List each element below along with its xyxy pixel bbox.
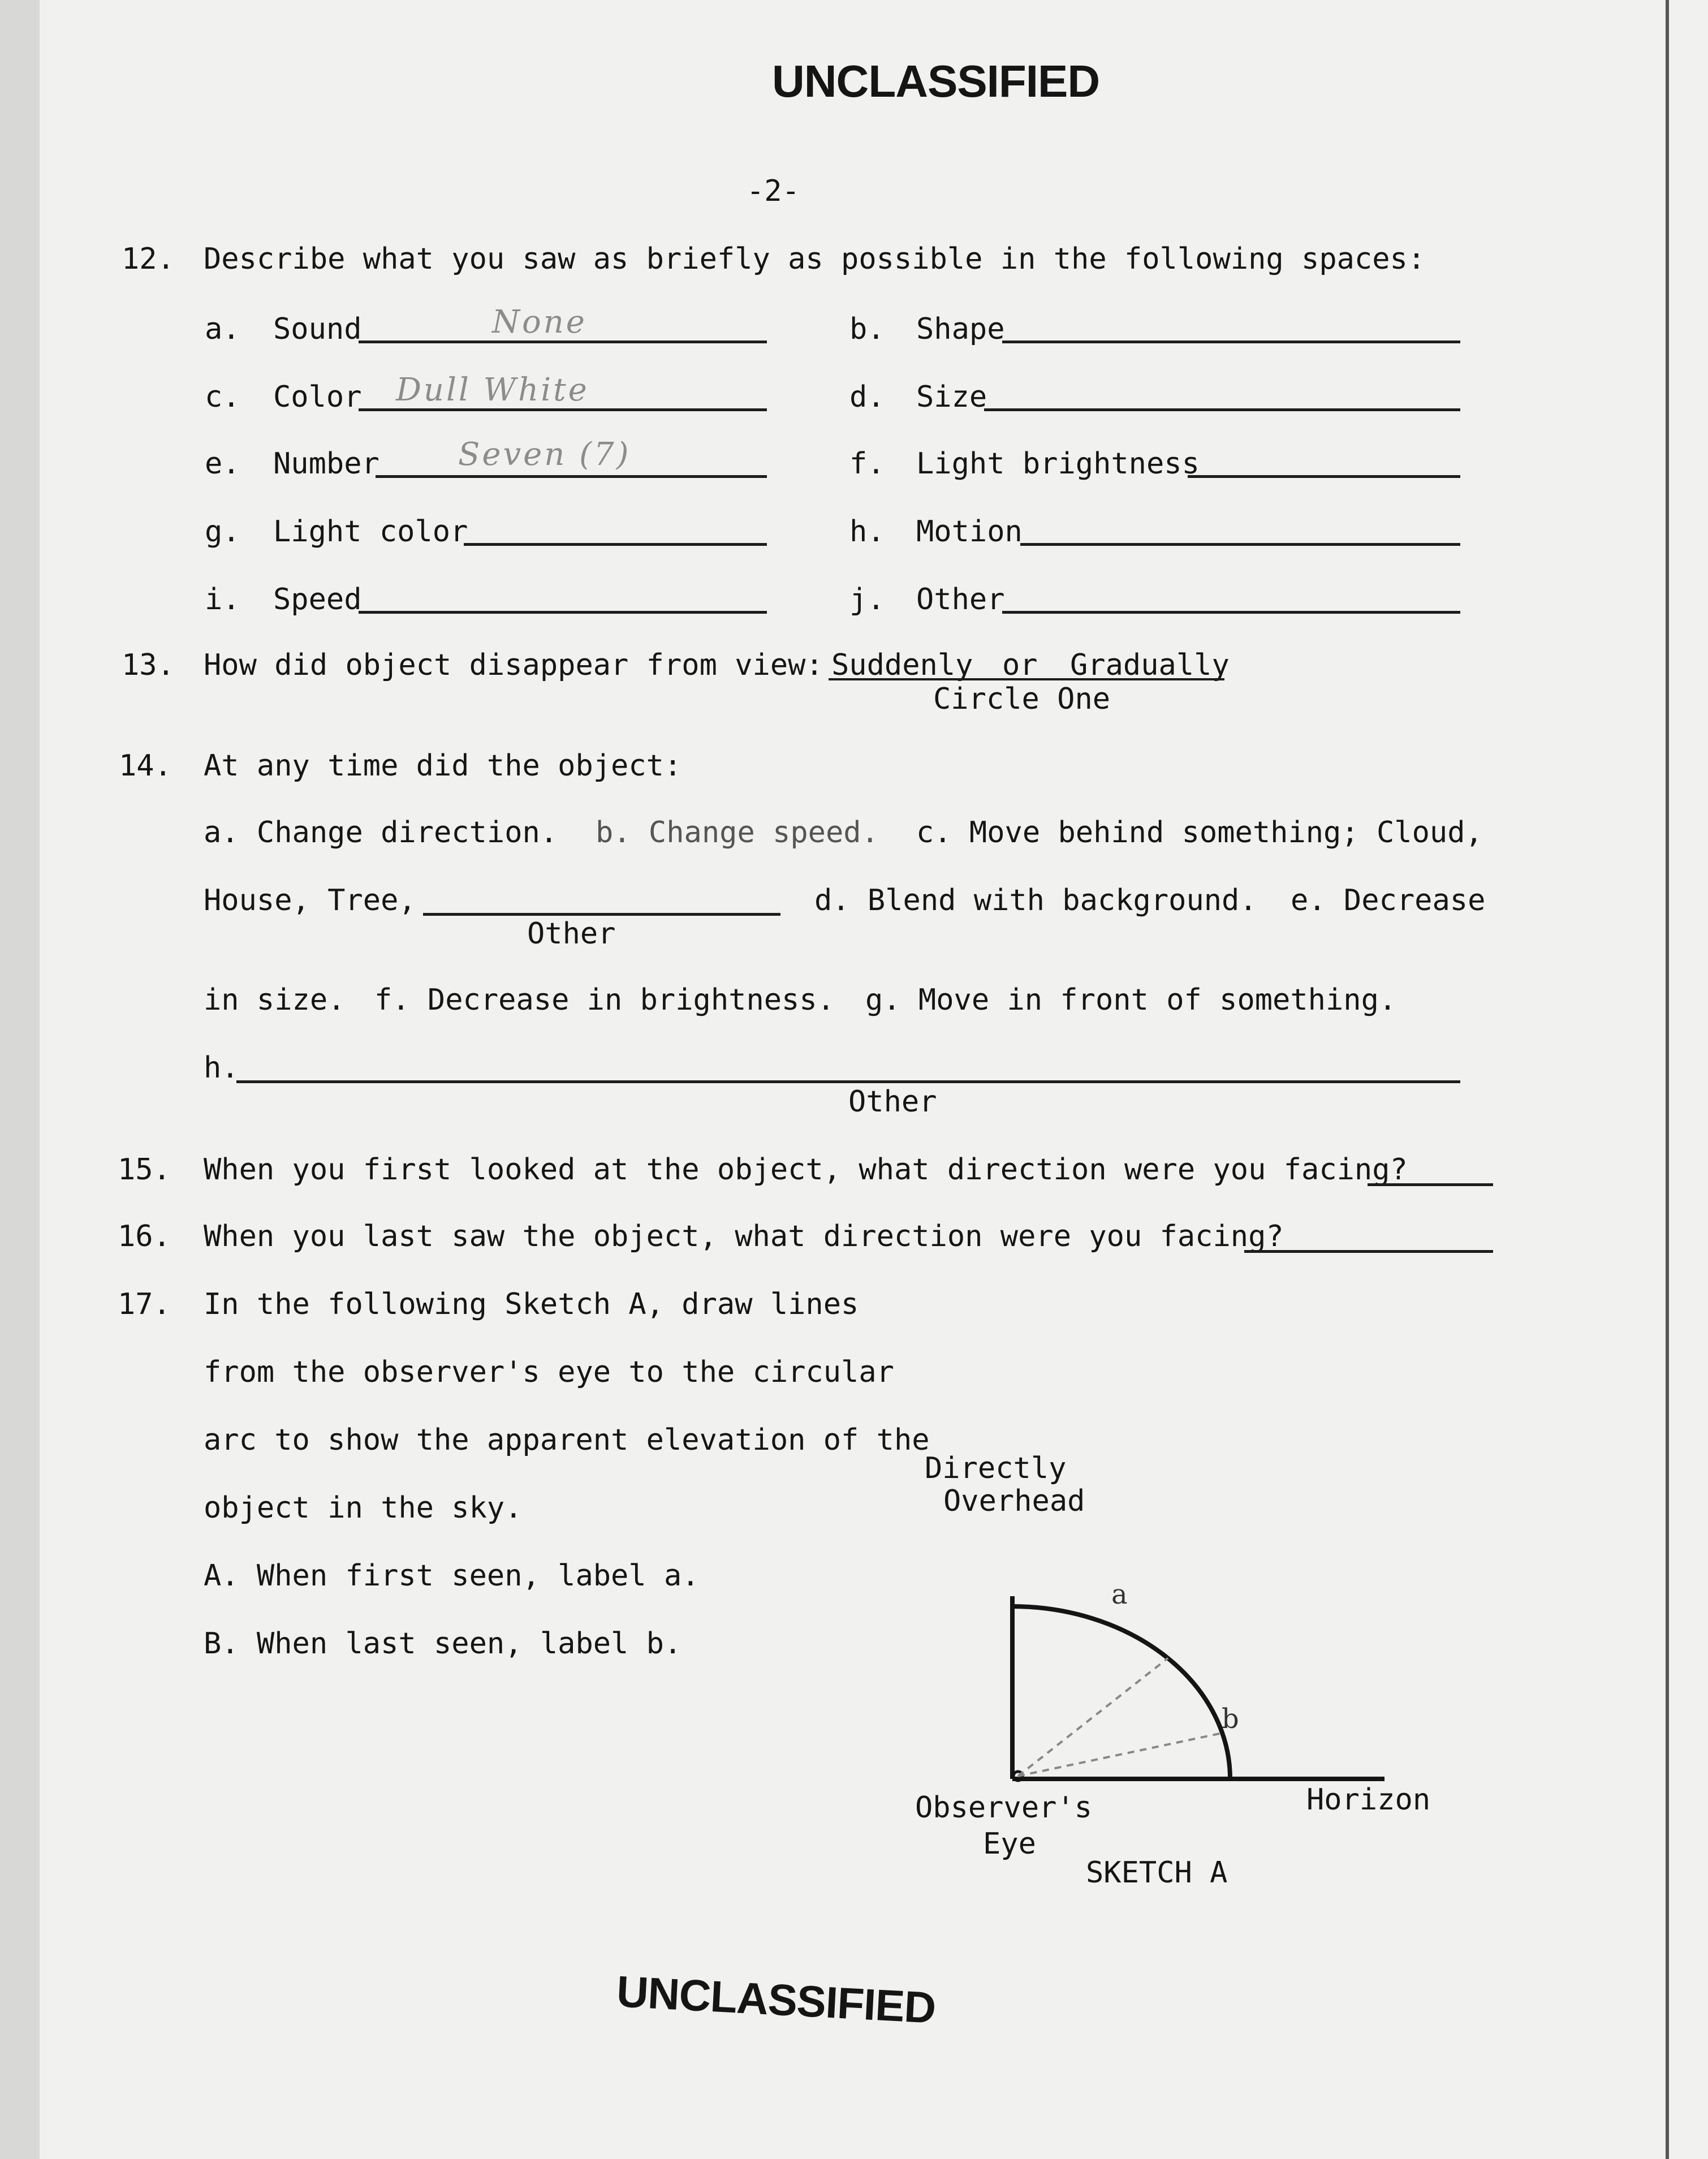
q12-letter-d: d. — [849, 380, 885, 414]
q14-option-h: h. — [204, 1051, 239, 1085]
q12-letter-g: g. — [205, 515, 240, 549]
q13-option-gradually[interactable]: Gradually — [1070, 648, 1230, 682]
sketch-label-horizon: Horizon — [1306, 1783, 1431, 1817]
q12-label-light-brightness: Light brightness — [916, 447, 1200, 481]
q12-letter-a: a. — [205, 312, 240, 346]
q13-number: 13. — [122, 648, 175, 682]
q12-question: Describe what you saw as briefly as possible in the following spaces: — [204, 242, 1426, 276]
sketch-label-observer: Observer's — [915, 1791, 1093, 1825]
q17-instruction-b: B. When last seen, label b. — [204, 1627, 682, 1661]
q14-option-b[interactable]: b. Change speed. — [596, 816, 879, 850]
q14-question: At any time did the object: — [204, 749, 682, 783]
sketch-label-directly: Directly — [925, 1451, 1067, 1485]
sketch-mark-a: a — [1111, 1579, 1128, 1610]
q12-label-sound: Sound — [273, 312, 362, 346]
q14-option-e-start[interactable]: e. Decrease — [1291, 884, 1486, 917]
q12-letter-i: i. — [205, 583, 240, 617]
q14-number: 14. — [119, 749, 172, 783]
q16-question: When you last saw the object, what direction were you facing? — [204, 1219, 1284, 1253]
field-color-value: Dull White — [396, 372, 589, 408]
q14-option-a[interactable]: a. Change direction. — [204, 816, 558, 850]
sketch-label-overhead: Overhead — [943, 1484, 1085, 1518]
q14-option-f[interactable]: f. Decrease in brightness. — [374, 983, 835, 1017]
q12-label-other: Other — [916, 583, 1005, 617]
sightline-a — [1018, 1658, 1168, 1776]
q12-letter-f: f. — [849, 447, 885, 481]
classification-footer: UNCLASSIFIED — [615, 1966, 937, 2033]
q12-label-color: Color — [273, 380, 362, 414]
q12-letter-h: h. — [849, 515, 885, 549]
sketch-label-eye: Eye — [983, 1827, 1036, 1861]
q14-house-tree: House, Tree, — [204, 884, 416, 917]
q13-or: or — [1002, 648, 1038, 682]
q12-letter-e: e. — [205, 447, 240, 481]
field-number-value: Seven (7) — [458, 436, 631, 473]
q17-line-4: object in the sky. — [204, 1491, 523, 1525]
q12-label-shape: Shape — [916, 312, 1005, 346]
q17-instruction-a: A. When first seen, label a. — [204, 1559, 700, 1593]
sketch-title: SKETCH A — [1086, 1856, 1228, 1890]
q15-question: When you first looked at the object, what direction were you facing? — [204, 1153, 1408, 1187]
q17-line-2: from the observer's eye to the circular — [204, 1355, 894, 1389]
q12-label-motion: Motion — [916, 515, 1023, 549]
q17-number: 17. — [118, 1287, 171, 1321]
sketch-circular-arc — [1012, 1606, 1230, 1779]
q12-label-light-color: Light color — [273, 515, 468, 549]
q12-label-size: Size — [916, 380, 987, 414]
q14-other-label-2: Other — [848, 1085, 937, 1119]
sightline-b — [1018, 1733, 1223, 1776]
q12-letter-b: b. — [849, 312, 885, 346]
q17-line-3: arc to show the apparent elevation of the — [204, 1423, 930, 1457]
q14-option-g[interactable]: g. Move in front of something. — [865, 983, 1397, 1017]
q12-label-speed: Speed — [273, 583, 362, 617]
q14-option-d[interactable]: d. Blend with background. — [814, 884, 1257, 917]
q12-number: 12. — [122, 242, 175, 276]
q17-line-1: In the following Sketch A, draw lines — [204, 1287, 859, 1321]
q15-number: 15. — [118, 1153, 171, 1187]
q12-label-number: Number — [273, 447, 379, 481]
q14-option-c[interactable]: c. Move behind something; Cloud, — [916, 816, 1483, 850]
classification-header: UNCLASSIFIED — [772, 56, 1100, 106]
sketch-mark-b: b — [1222, 1703, 1239, 1735]
field-sound-value: None — [492, 304, 587, 341]
q12-letter-c: c. — [205, 380, 240, 414]
q16-number: 16. — [118, 1219, 171, 1253]
q13-instruction: Circle One — [933, 682, 1111, 716]
q14-option-e-end: in size. — [204, 983, 346, 1017]
q13-option-suddenly[interactable]: Suddenly — [831, 648, 973, 682]
q13-question: How did object disappear from view: — [204, 648, 823, 682]
q14-other-label-1: Other — [527, 917, 616, 951]
q12-letter-j: j. — [849, 583, 885, 617]
page-number: -2- — [747, 174, 800, 208]
